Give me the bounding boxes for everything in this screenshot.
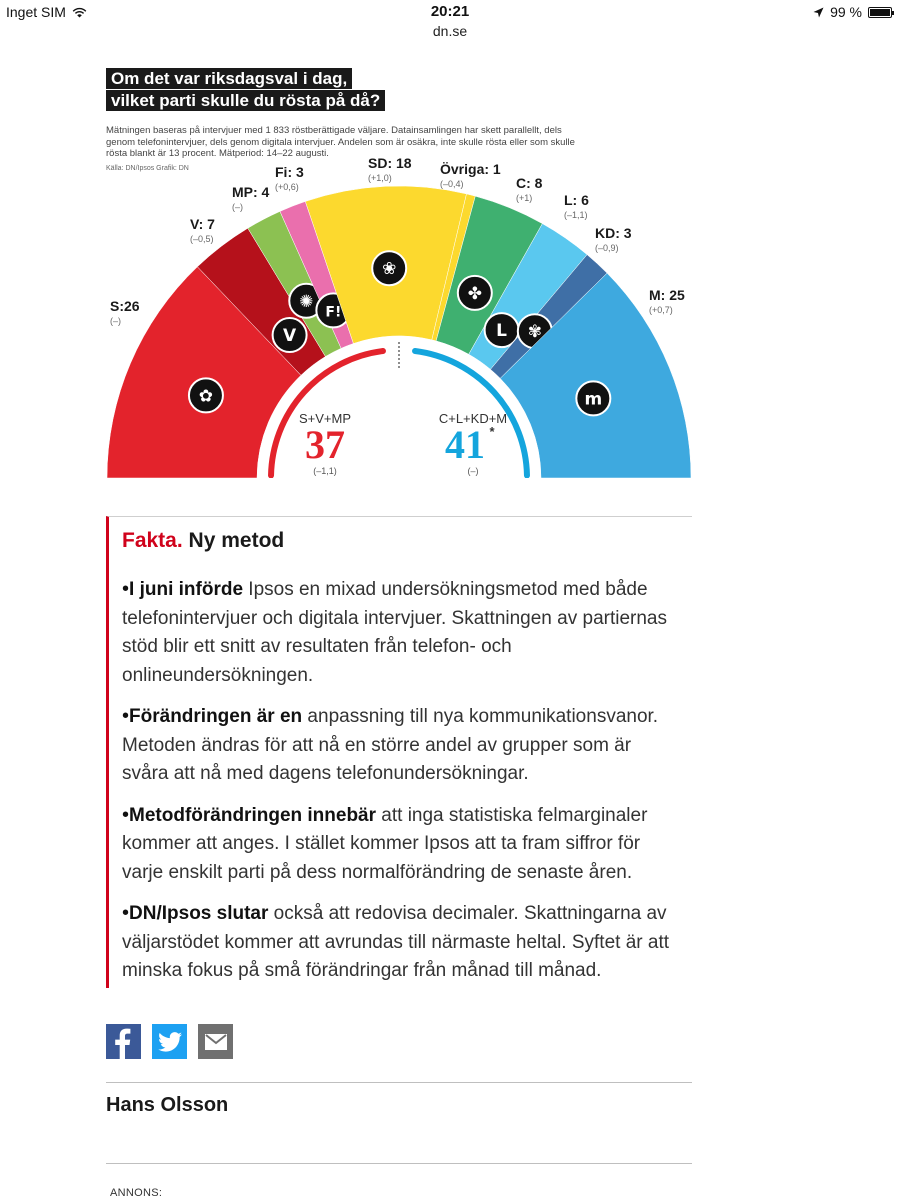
change-fi: (+0,6) [275,182,299,192]
anemone-icon-glyph: ✾ [527,322,542,343]
share-bar [106,1024,233,1059]
battery-icon [868,7,892,18]
label-mp: MP: 4 [232,184,270,200]
fact-item-text: Ipsos en mixad undersökningsmetod med både telefonintervjuer och digitala intervjuer. Skattningen av partiernas stöd blir ett snitt av resultaten från telefon- och onlineundersökningen. [122,579,667,686]
facebook-share-button[interactable] [106,1024,141,1059]
bullet-icon: • [122,902,130,924]
change-l: (–1,1) [564,210,588,220]
dandelion-icon-glyph: ✺ [299,291,314,312]
bloc-right-asterisk: * [489,424,495,439]
label-ovriga: Övriga: 1 [440,161,501,177]
author-divider-top [106,1082,692,1083]
fact-item [122,899,682,986]
infographic-intro [106,125,592,160]
v-logo-icon-glyph: V [283,326,297,347]
ad-label: ANNONS: [110,1187,163,1199]
clover-icon [458,276,492,310]
fact-item-text: också att redovisa decimaler. Skattningarna av väljarstödet kommer att avrundas till närmaste heltal. Syftet är att minska fokus på små förändringar från månad till månad. [122,903,670,981]
email-icon [205,1034,227,1050]
bullet-icon: • [122,705,130,727]
intro-line-3: rösta blankt är 13 procent. Mätperiod: 14–22 augusti. [106,148,329,159]
label-kd: KD: 3 [595,225,632,241]
label-fi: Fi: 3 [275,164,304,180]
fact-item [122,801,682,888]
fact-item-lead: Metodförändringen innebär [129,804,377,826]
change-m: (+0,7) [649,305,673,315]
fact-item-text: anpassning till nya kommunikationsvanor. Metoden ändras för att nå en större andel av grupper som är svåra att nå med dagens telefonundersökningar. [122,706,659,784]
change-c: (+1) [516,193,533,203]
rose-icon-glyph: ✿ [198,386,214,407]
clover-icon-glyph: ✤ [467,283,482,304]
flower-icon-glyph: ❀ [382,259,397,280]
fact-box-heading [122,529,284,553]
label-v: V: 7 [190,216,215,232]
change-kd: (–0,9) [595,243,619,253]
change-mp: (–) [232,202,243,212]
change-v: (–0,5) [190,234,214,244]
infographic-title [106,68,385,112]
twitter-share-button[interactable] [152,1024,187,1059]
fact-item [122,702,682,789]
bloc-left-name: S+V+MP [298,411,352,426]
author-divider-bottom [106,1163,692,1164]
bloc-right-value: 41 [445,422,485,467]
fact-item-text: att inga statistiska felmarginaler kommer att anges. I stället kommer Ipsos att ta fram siffror för varje enskilt parti på dess normalförändring de senaste åren. [122,804,648,883]
label-l: L: 6 [564,192,589,208]
l-logo-icon-glyph: L [496,321,508,342]
location-arrow-icon [813,7,824,18]
bloc-right-change: (–) [467,466,479,476]
clock: 20:21 [430,3,470,20]
fact-item-lead: I juni införde [129,579,244,600]
f-logo-icon-glyph: F! [325,304,342,321]
battery-percent: 99 % [830,4,862,20]
bloc-left-change: (–1,1) [313,466,337,476]
fact-item [122,575,682,690]
m-logo-icon-glyph: m [584,389,603,410]
change-s: (–) [110,316,121,326]
label-m: M: 25 [649,287,685,303]
email-share-button[interactable] [198,1024,233,1059]
intro-line-2: genom telefonintervjuer, dels genom digitala intervjuer. Andelen som är osäkra, inte skulle rösta eller som skulle [106,136,575,148]
fact-list [122,575,682,998]
bloc-right-name: C+L+KD+M [438,411,508,426]
battery-level [870,9,890,16]
fact-box [106,516,692,988]
v-logo-icon [273,318,307,352]
status-bar [0,0,900,24]
twitter-icon [158,1032,182,1052]
bullet-icon: • [122,803,130,826]
intro-line-1: Mätningen baseras på intervjuer med 1 833 röstberättigade väljare. Datainsamlingen har skett parallellt, dels [106,125,562,136]
label-c: C: 8 [516,175,543,191]
url-bar[interactable]: dn.se [432,23,468,39]
title-line-1: Om det var riksdagsval i dag, [106,68,352,89]
rose-icon [189,378,223,412]
author-name[interactable]: Hans Olsson [106,1094,229,1116]
status-right [813,4,892,20]
infographic [106,66,692,478]
label-sd: SD: 18 [368,155,412,171]
change-sd: (+1,0) [368,173,392,183]
title-line-2: vilket parti skulle du rösta på då? [106,90,385,111]
bullet-icon: • [122,578,130,600]
fact-item-lead: DN/Ipsos slutar [129,903,269,924]
fact-label: Fakta. [122,529,183,552]
bloc-left-value: 37 [305,422,345,467]
infographic-source: Källa: DN/Ipsos Grafik: DN [106,165,189,172]
fact-title: Ny metod [188,529,285,552]
change-ovriga: (–0,4) [440,179,464,189]
carrier-label: Inget SIM [6,4,66,20]
label-s: S:26 [110,298,140,314]
fact-item-lead: Förändringen är en [129,706,303,727]
m-logo-icon [576,381,610,415]
facebook-icon [106,1024,141,1059]
flower-icon [372,251,406,285]
